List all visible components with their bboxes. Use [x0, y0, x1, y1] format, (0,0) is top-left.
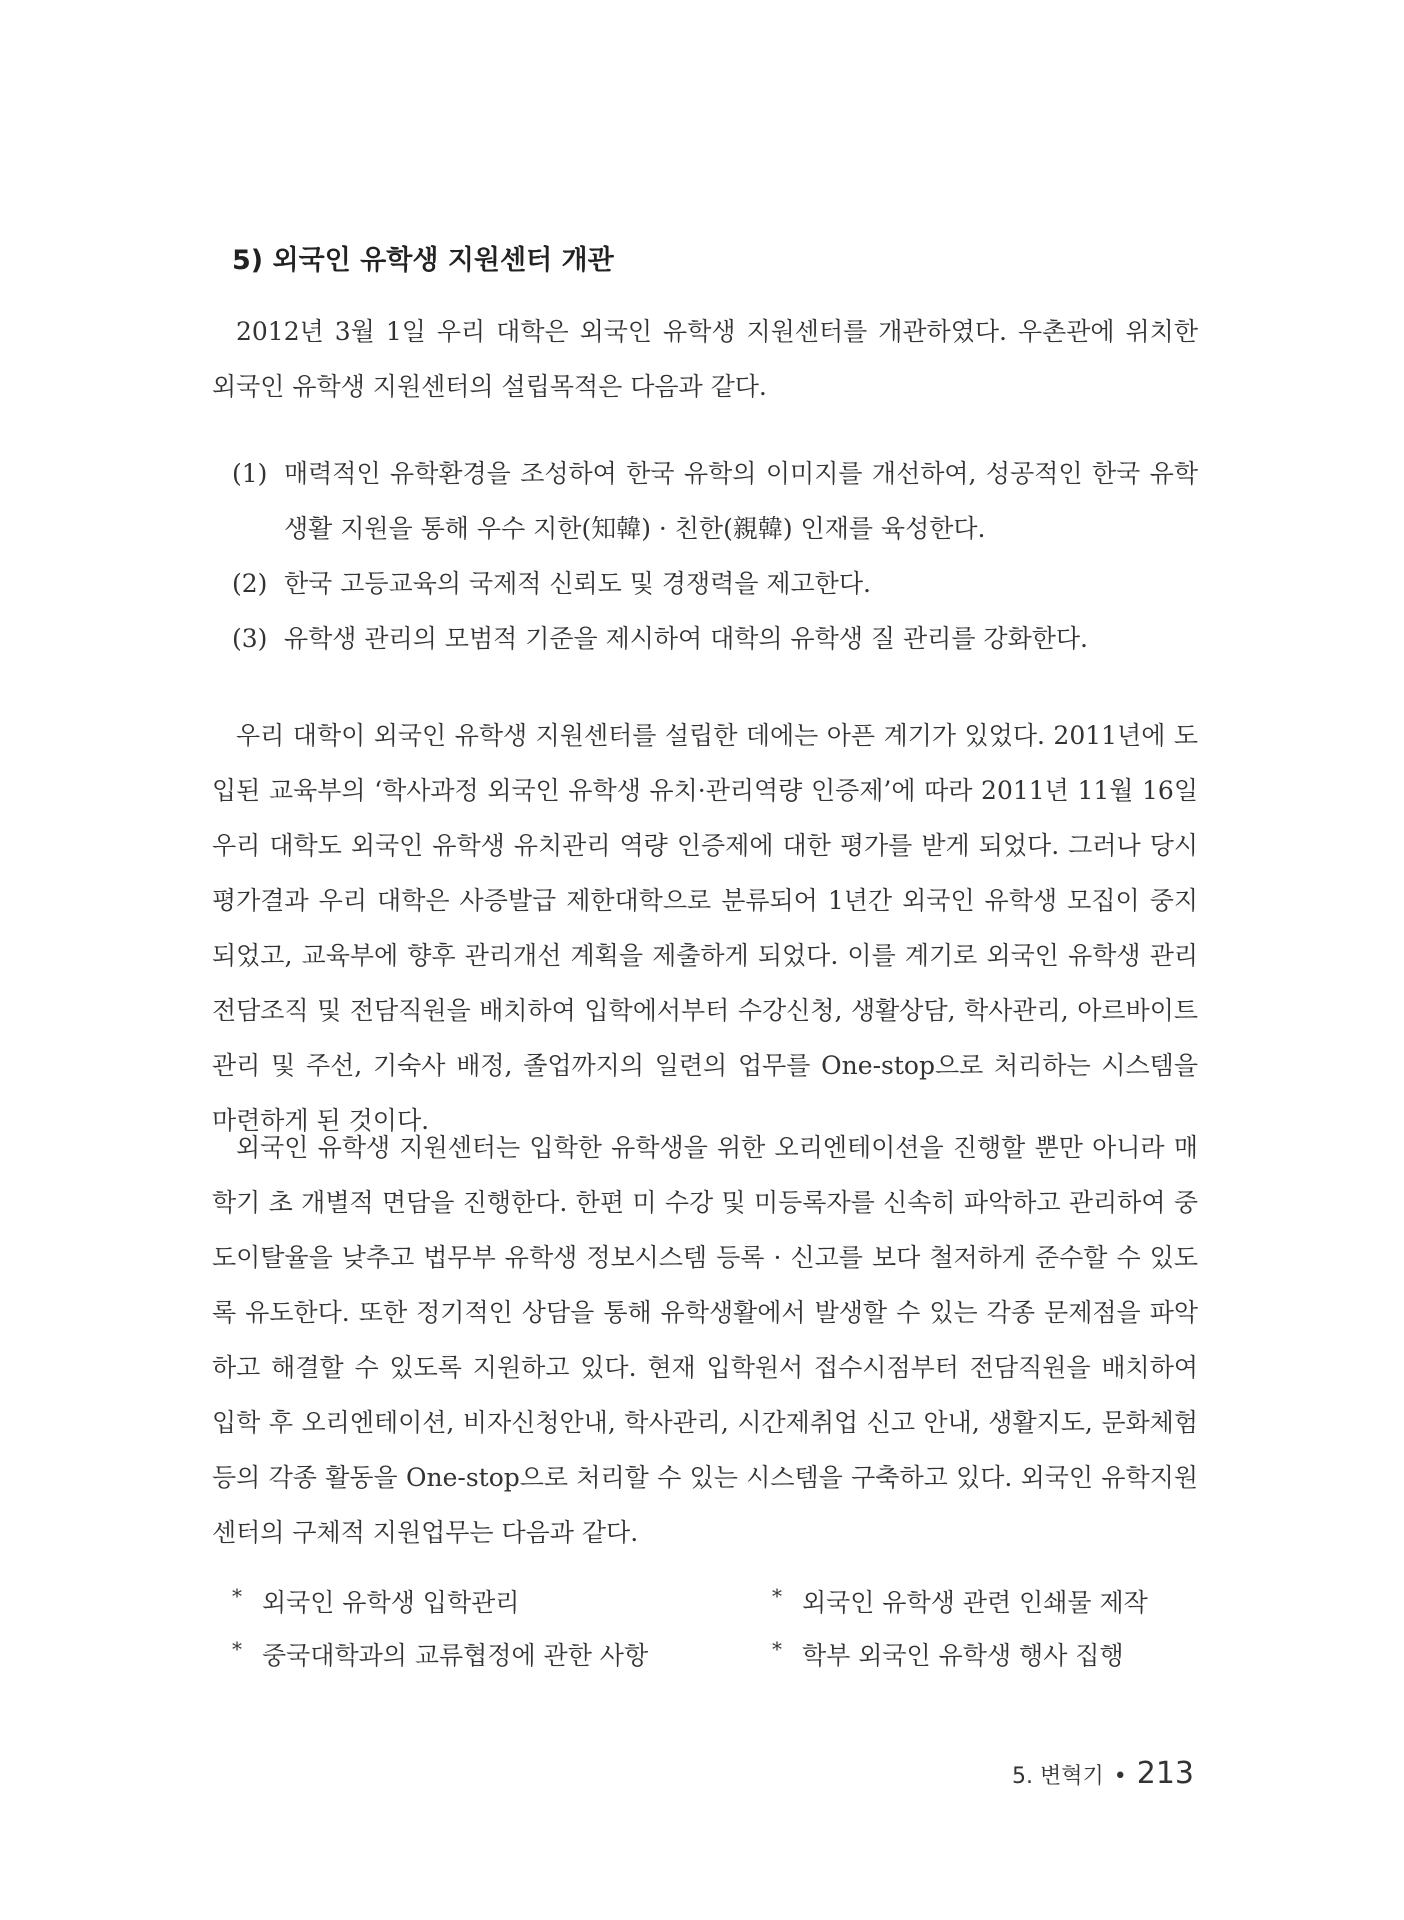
support-duty-item: [772, 1629, 1192, 1682]
chapter-label: 5. 변혁기: [1012, 1764, 1104, 1789]
purpose-number: (2): [232, 569, 268, 598]
asterisk-bullet-icon: *: [232, 1584, 242, 1608]
intro-paragraph: 2012년 3월 1일 우리 대학은 외국인 유학생 지원센터를 개관하였다. 우촌관에 위치한 외국인 유학생 지원센터의 설립목적은 다음과 같다.: [212, 317, 1198, 401]
purpose-item: [232, 556, 1198, 611]
page-number: 213: [1136, 1756, 1194, 1791]
support-duty-item: [232, 1629, 772, 1682]
support-duty-item: [772, 1576, 1192, 1629]
support-duty-text: 중국대학과의 교류협정에 관한 사항: [262, 1641, 649, 1670]
purpose-text: 매력적인 유학환경을 조성하여 한국 유학의 이미지를 개선하여, 성공적인 한국 유학생활 지원을 통해 우수 지한(知韓) · 친한(親韓) 인재를 육성한다.: [284, 459, 1198, 543]
background-paragraph: 우리 대학이 외국인 유학생 지원센터를 설립한 데에는 아픈 계기가 있었다. 2011년에 도입된 교육부의 ‘학사과정 외국인 유학생 유치·관리역량 인증제’에 따라 2011년 11월 16일 우리 대학도 외국인 유학생 유치관리 역량 인증제에 대한 평가를 받게 되었다. 그러나 당시 평가결과 우리 대학은 사증발급 제한대학으로 분류되어 1년간 외국인 유학생 모집이 중지되었고, 교육부에 향후 관리개선 계획을 제출하게 되었다. 이를 계기로 외국인 유학생 관리 전담조직 및 전담직원을 배치하여 입학에서부터 수강신청, 생활상담, 학사관리, 아르바이트 관리 및 주선, 기숙사 배정, 졸업까지의 일련의 업무를 One-stop으로 처리하는 시스템을 마련하게 된 것이다.: [212, 721, 1198, 1135]
purpose-item: [232, 611, 1198, 666]
bullet-separator-icon: •: [1113, 1764, 1127, 1789]
asterisk-bullet-icon: *: [772, 1584, 782, 1608]
purpose-number: (3): [232, 624, 268, 653]
center-duties-paragraph: 외국인 유학생 지원센터는 입학한 유학생을 위한 오리엔테이션을 진행할 뿐만 아니라 매 학기 초 개별적 면담을 진행한다. 한편 미 수강 및 미등록자를 신속히 파악하고 관리하여 중도이탈율을 낮추고 법무부 유학생 정보시스템 등록 · 신고를 보다 철저하게 준수할 수 있도록 유도한다. 또한 정기적인 상담을 통해 유학생활에서 발생할 수 있는 각종 문제점을 파악하고 해결할 수 있도록 지원하고 있다. 현재 입학원서 접수시점부터 전담직원을 배치하여 입학 후 오리엔테이션, 비자신청안내, 학사관리, 시간제취업 신고 안내, 생활지도, 문화체험 등의 각종 활동을 One-stop으로 처리할 수 있는 시스템을 구축하고 있다. 외국인 유학지원 센터의 구체적 지원업무는 다음과 같다.: [212, 1133, 1198, 1547]
page-footer: [1012, 1756, 1194, 1791]
purpose-text: 유학생 관리의 모범적 기준을 제시하여 대학의 유학생 질 관리를 강화한다.: [284, 624, 1088, 653]
purpose-list: [232, 446, 1198, 666]
purpose-item: [232, 446, 1198, 556]
section-heading: 5) 외국인 유학생 지원센터 개관: [232, 245, 614, 276]
support-duty-text: 외국인 유학생 입학관리: [262, 1588, 520, 1617]
purpose-number: (1): [232, 459, 268, 488]
support-duties-list: [232, 1576, 1192, 1682]
asterisk-bullet-icon: *: [232, 1637, 242, 1661]
support-duty-item: [232, 1576, 772, 1629]
purpose-text: 한국 고등교육의 국제적 신뢰도 및 경쟁력을 제고한다.: [284, 569, 871, 598]
support-duty-text: 외국인 유학생 관련 인쇄물 제작: [802, 1588, 1148, 1617]
asterisk-bullet-icon: *: [772, 1637, 782, 1661]
support-duty-text: 학부 외국인 유학생 행사 집행: [802, 1641, 1124, 1670]
